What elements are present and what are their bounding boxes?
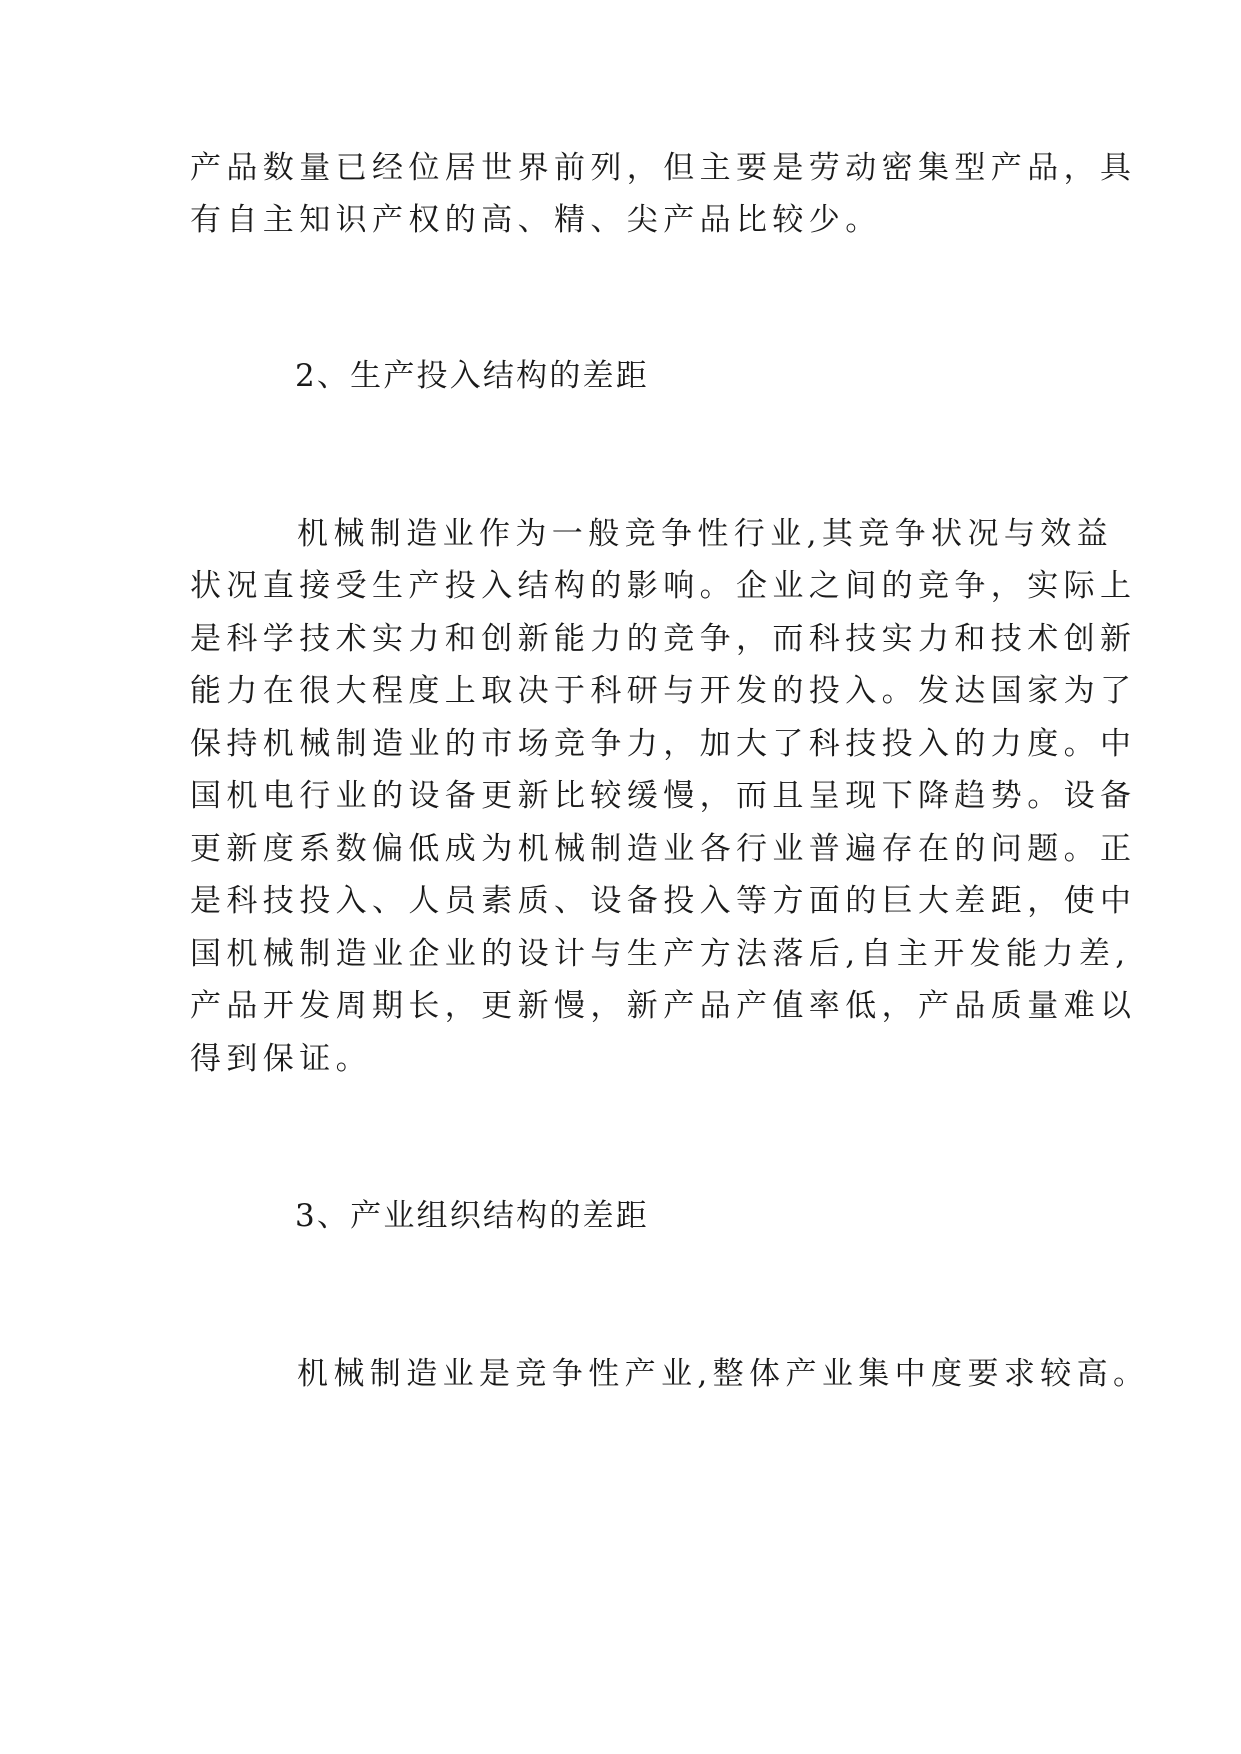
text-line: 产品开发周期长，更新慢，新产品产值率低，产品质量难以 <box>190 988 1137 1024</box>
text-line: 是科技投入、人员素质、设备投入等方面的巨大差距，使中 <box>190 883 1137 919</box>
text-line: 得到保证。 <box>190 1041 372 1077</box>
text-line: 机械制造业作为一般竞争性行业,其竞争状况与效益 <box>297 516 1114 552</box>
text-line: 能力在很大程度上取决于科研与开发的投入。发达国家为了 <box>190 673 1137 709</box>
text-line: 机械制造业是竞争性产业,整体产业集中度要求较高。 <box>297 1356 1150 1392</box>
text-line: 有自主知识产权的高、精、尖产品比较少。 <box>190 202 882 238</box>
text-line: 国机械制造业企业的设计与生产方法落后,自主开发能力差, <box>190 936 1131 972</box>
text-line: 状况直接受生产投入结构的影响。企业之间的竞争，实际上 <box>190 568 1137 604</box>
text-line: 是科学技术实力和创新能力的竞争，而科技实力和技术创新 <box>190 621 1137 657</box>
text-line: 保持机械制造业的市场竞争力，加大了科技投入的力度。中 <box>190 726 1137 762</box>
text-line: 产品数量已经位居世界前列，但主要是劳动密集型产品，具 <box>190 150 1137 186</box>
text-line: 国机电行业的设备更新比较缓慢，而且呈现下降趋势。设备 <box>190 778 1137 814</box>
section-heading-2: 2、生产投入结构的差距 <box>295 358 649 394</box>
section-heading-3: 3、产业组织结构的差距 <box>295 1198 649 1234</box>
text-line: 更新度系数偏低成为机械制造业各行业普遍存在的问题。正 <box>190 831 1137 867</box>
